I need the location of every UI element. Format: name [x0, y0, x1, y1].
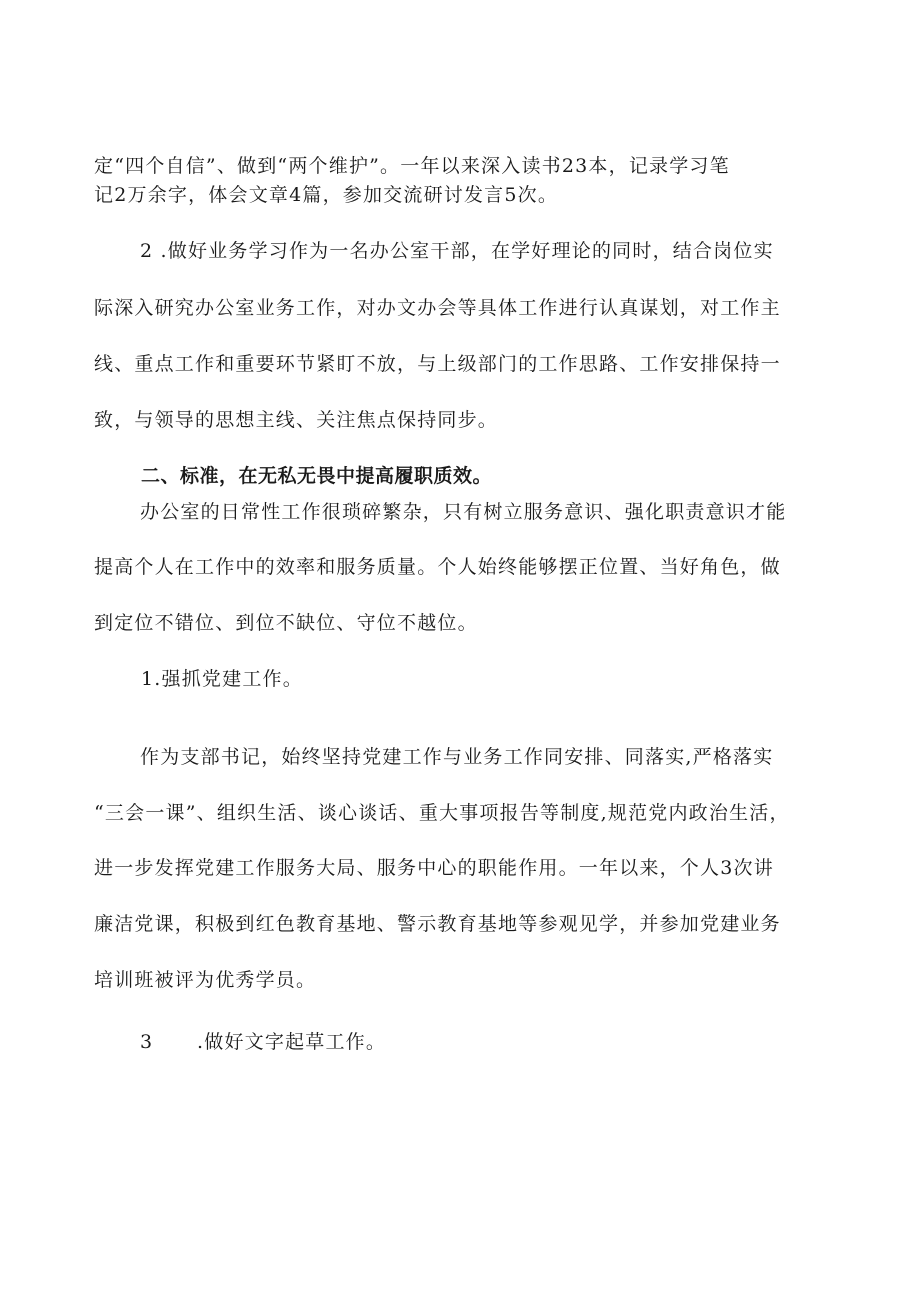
paragraph-2-line-2: 际深入研究办公室业务工作，对办文办会等具体工作进行认真谋划，对工作主	[94, 297, 781, 319]
paragraph-4-line-4: 廉洁党课，积极到红色教育基地、警示教育基地等参观见学，并参加党建业务	[94, 913, 781, 935]
paragraph-3-line-3: 到定位不错位、到位不缺位、守位不越位。	[94, 612, 478, 634]
section-heading: 二、标准，在无私无畏中提高履职质效。	[141, 465, 493, 487]
paragraph-3-line-1: 办公室的日常性工作很琐碎繁杂，只有树立服务意识、强化职责意识才能	[140, 501, 787, 523]
paragraph-4-line-2: “三会一课”、组织生活、谈心谈话、重大事项报告等制度,规范党内政治生活，	[94, 802, 790, 824]
paragraph-2-line-1: 2 .做好业务学习作为一名办公室干部，在学好理论的同时，结合岗位实	[140, 240, 774, 262]
paragraph-2-line-4: 致，与领导的思想主线、关注焦点保持同步。	[94, 409, 499, 431]
paragraph-4-line-5: 培训班被评为优秀学员。	[94, 969, 317, 991]
item-1-title: 1.强抓党建工作。	[141, 668, 303, 690]
paragraph-4-line-3: 进一步发挥党建工作服务大局、服务中心的职能作用。一年以来，个人3次讲	[94, 857, 774, 879]
item-3-number: 3	[140, 1031, 154, 1053]
paragraph-3-line-2: 提高个人在工作中的效率和服务质量。个人始终能够摆正位置、当好角色，做	[94, 556, 781, 578]
item-3-title: .做好文字起草工作。	[197, 1031, 387, 1053]
paragraph-1-line-2: 记2万余字，体会文章4篇，参加交流研讨发言5次。	[94, 184, 559, 206]
paragraph-2-line-3: 线、重点工作和重要环节紧盯不放，与上级部门的工作思路、工作安排保持一	[94, 353, 781, 375]
paragraph-4-line-1: 作为支部书记，始终坚持党建工作与业务工作同安排、同落实,严格落实	[140, 746, 774, 768]
paragraph-1-line-1: 定“四个自信”、做到“两个维护”。一年以来深入读书23本，记录学习笔	[94, 155, 730, 177]
